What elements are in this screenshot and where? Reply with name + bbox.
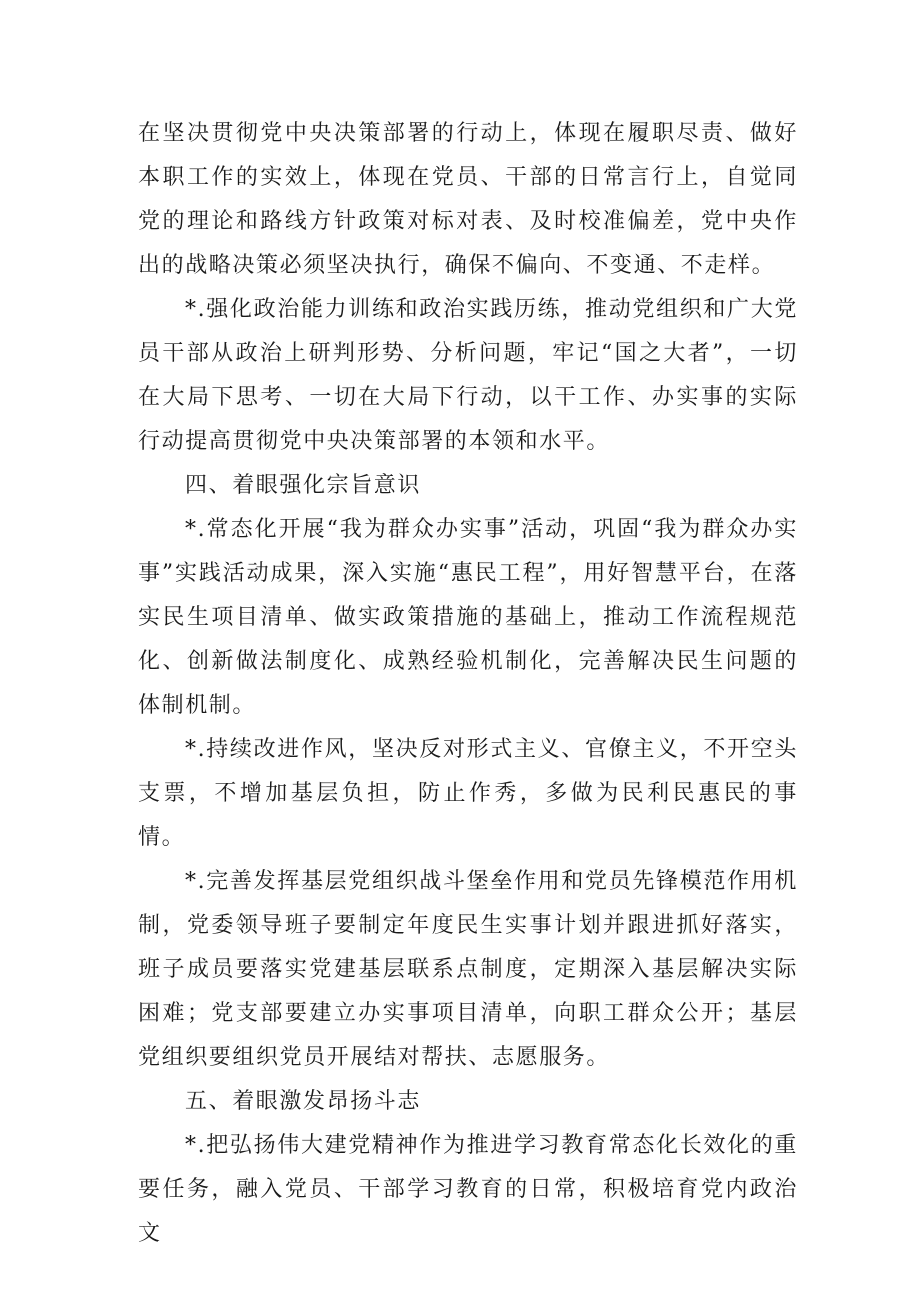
paragraph-1: 在坚决贯彻党中央决策部署的行动上，体现在履职尽责、做好本职工作的实效上，体现在党员、干部的日常言行上，自觉同党的理论和路线方针政策对标对表、及时校准偏差，党中央作出的战略决策必须坚决执行，确保不偏向、不变通、不走样。 bbox=[138, 121, 798, 278]
paragraph-6: *.把弘扬伟大建党精神作为推进学习教育常态化长效化的重要任务，融入党员、干部学习教育的日常，积极培育党内政治文 bbox=[138, 1133, 798, 1246]
paragraph-4: *.持续改进作风，坚决反对形式主义、官僚主义，不开空头支票，不增加基层负担，防止作秀，多做为民利民惠民的事情。 bbox=[138, 737, 798, 850]
section-heading-4: 四、着眼强化宗旨意识 bbox=[185, 473, 422, 498]
section-heading-5: 五、着眼激发昂扬斗志 bbox=[185, 1089, 422, 1114]
paragraph-5: *.完善发挥基层党组织战斗堡垒作用和党员先锋模范作用机制，党委领导班子要制定年度民生实事计划并跟进抓好落实，班子成员要落实党建基层联系点制度，定期深入基层解决实际困难；党支部要建立办实事项目清单，向职工群众公开；基层党组织要组织党员开展结对帮扶、志愿服务。 bbox=[138, 869, 798, 1070]
paragraph-3: *.常态化开展“我为群众办实事”活动，巩固“我为群众办实事”实践活动成果，深入实施“惠民工程”，用好智慧平台，在落实民生项目清单、做实政策措施的基础上，推动工作流程规范化、创新做法制度化、成熟经验机制化，完善解决民生问题的体制机制。 bbox=[138, 517, 798, 718]
document-body bbox=[138, 112, 798, 1256]
paragraph-2: *.强化政治能力训练和政治实践历练，推动党组织和广大党员干部从政治上研判形势、分析问题，牢记“国之大者”，一切在大局下思考、一切在大局下行动，以干工作、办实事的实际行动提高贯彻党中央决策部署的本领和水平。 bbox=[138, 297, 798, 454]
